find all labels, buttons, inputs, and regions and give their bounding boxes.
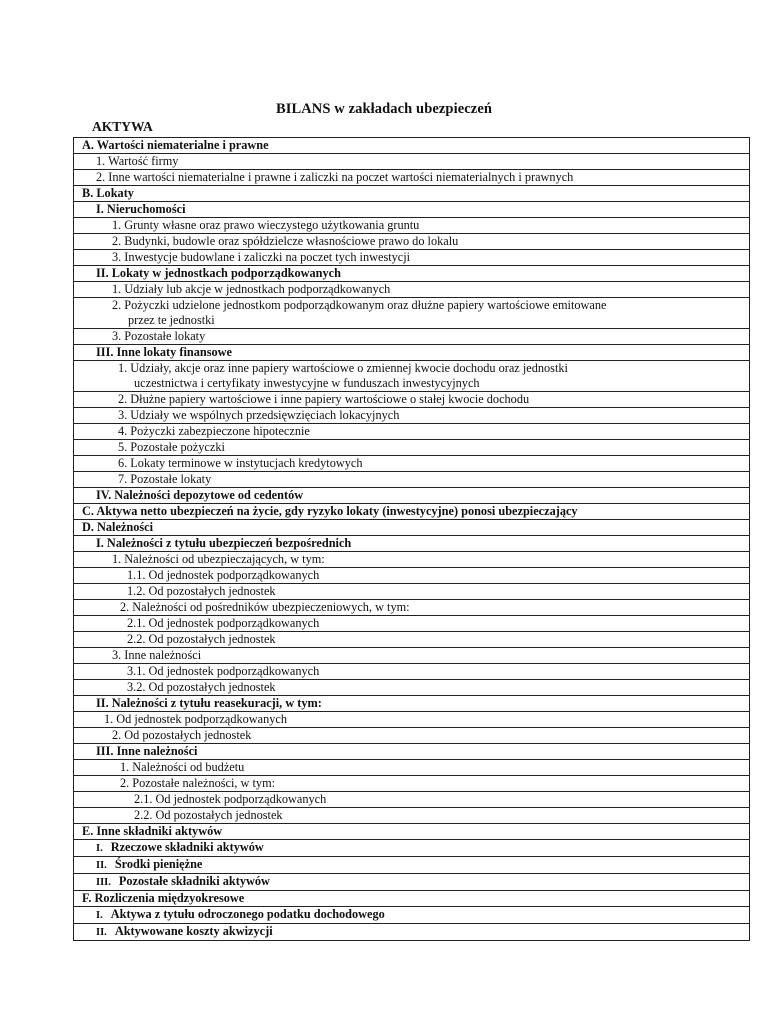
- row-label: Pozostałe składniki aktywów: [118, 874, 270, 888]
- table-cell: [74, 536, 750, 552]
- table-row: [74, 202, 750, 218]
- row-label: Środki pieniężne: [114, 857, 203, 871]
- document-title: BILANS w zakładach ubezpieczeń: [275, 101, 493, 117]
- table-row: [74, 808, 750, 824]
- row-label: 1. Wartość firmy: [96, 154, 179, 168]
- roman-numeral: II.: [96, 860, 107, 871]
- table-cell: [74, 760, 750, 776]
- table-cell: [74, 154, 750, 170]
- table-row: [74, 924, 750, 941]
- table-row: [74, 600, 750, 616]
- table-cell: [74, 840, 750, 857]
- table-cell: [74, 170, 750, 186]
- table-row: [74, 744, 750, 760]
- row-label: 2.1. Od jednostek podporządkowanych: [134, 792, 327, 806]
- row-label: I. Należności z tytułu ubezpieczeń bezpośrednich: [96, 536, 352, 550]
- row-label: 3. Pozostałe lokaty: [112, 329, 206, 343]
- row-label: 1. Od jednostek podporządkowanych: [104, 712, 288, 726]
- row-label: 6. Lokaty terminowe w instytucjach kredytowych: [118, 456, 363, 470]
- table-cell: [74, 616, 750, 632]
- roman-numeral: I.: [96, 843, 103, 854]
- row-label: 2. Od pozostałych jednostek: [112, 728, 252, 742]
- row-label: 7. Pozostałe lokaty: [118, 472, 212, 486]
- table-cell: [74, 392, 750, 408]
- table-row: [74, 345, 750, 361]
- row-label: Aktywa z tytułu odroczonego podatku dochodowego: [110, 907, 385, 921]
- row-label: 1. Udziały lub akcje w jednostkach podporządkowanych: [112, 282, 391, 296]
- table-row: [74, 857, 750, 874]
- table-cell: [74, 584, 750, 600]
- table-cell: [74, 712, 750, 728]
- row-label: 2. Należności od pośredników ubezpieczeniowych, w tym:: [120, 600, 410, 614]
- table-cell: [74, 266, 750, 282]
- table-row: [74, 472, 750, 488]
- table-cell: [74, 792, 750, 808]
- table-row: [74, 298, 750, 329]
- table-cell: [74, 472, 750, 488]
- table-cell: [74, 520, 750, 536]
- table-row: [74, 154, 750, 170]
- table-cell: [74, 440, 750, 456]
- row-label: I. Nieruchomości: [96, 202, 186, 216]
- table-row: [74, 392, 750, 408]
- row-label: 2. Pozostałe należności, w tym:: [120, 776, 276, 790]
- table-cell: [74, 456, 750, 472]
- table-cell: [74, 345, 750, 361]
- table-row: [74, 874, 750, 891]
- row-label: Aktywowane koszty akwizycji: [114, 924, 273, 938]
- row-label: 1. Grunty własne oraz prawo wieczystego użytkowania gruntu: [112, 218, 420, 232]
- table-cell: [74, 329, 750, 345]
- table-row: [74, 250, 750, 266]
- table-row: [74, 234, 750, 250]
- table-row: [74, 584, 750, 600]
- table-row: [74, 760, 750, 776]
- table-cell: [74, 680, 750, 696]
- table-cell: [74, 696, 750, 712]
- roman-numeral: I.: [96, 910, 103, 921]
- row-label: III. Inne należności: [96, 744, 198, 758]
- table-cell: [74, 857, 750, 874]
- table-cell: [74, 234, 750, 250]
- table-row: [74, 776, 750, 792]
- table-cell: [74, 488, 750, 504]
- table-cell: [74, 250, 750, 266]
- roman-numeral: III.: [96, 877, 111, 888]
- table-row: [74, 907, 750, 924]
- row-label: IV. Należności depozytowe od cedentów: [96, 488, 304, 502]
- row-label: 2. Inne wartości niematerialne i prawne i zaliczki na poczet wartości niematerialnych i prawnych: [96, 170, 574, 184]
- table-cell: [74, 504, 750, 520]
- row-label: 2.2. Od pozostałych jednostek: [127, 632, 276, 646]
- table-row: [74, 186, 750, 202]
- table-row: [74, 424, 750, 440]
- table-row: [74, 712, 750, 728]
- table-cell: [74, 282, 750, 298]
- table-row: [74, 361, 750, 392]
- table-row: [74, 824, 750, 840]
- row-label: 5. Pozostałe pożyczki: [118, 440, 225, 454]
- table-cell: [74, 361, 750, 392]
- table-row: [74, 520, 750, 536]
- table-cell: [74, 202, 750, 218]
- table-cell: [74, 218, 750, 234]
- row-label: A. Wartości niematerialne i prawne: [82, 138, 269, 152]
- table-row: [74, 664, 750, 680]
- table-cell: [74, 924, 750, 941]
- table-cell: [74, 186, 750, 202]
- balance-sheet-table: [73, 137, 750, 941]
- table-cell: [74, 824, 750, 840]
- table-cell: [74, 424, 750, 440]
- row-label: 1. Należności od ubezpieczających, w tym:: [112, 552, 325, 566]
- table-row: [74, 680, 750, 696]
- table-row: [74, 138, 750, 154]
- table-cell: [74, 664, 750, 680]
- row-label: B. Lokaty: [82, 186, 134, 200]
- table-cell: [74, 298, 750, 329]
- row-label: 3. Inne należności: [112, 648, 202, 662]
- table-row: [74, 170, 750, 186]
- table-cell: [74, 907, 750, 924]
- table-cell: [74, 568, 750, 584]
- row-label: 2. Dłużne papiery wartościowe i inne papiery wartościowe o stałej kwocie dochodu: [118, 392, 530, 406]
- row-label: 1. Udziały, akcje oraz inne papiery wartościowe o zmiennej kwocie dochodu oraz jednostki: [118, 361, 568, 375]
- row-label: 4. Pożyczki zabezpieczone hipotecznie: [118, 424, 310, 438]
- table-row: [74, 840, 750, 857]
- table-cell: [74, 138, 750, 154]
- table-row: [74, 891, 750, 907]
- row-label-continuation: przez te jednostki: [128, 313, 215, 327]
- table-cell: [74, 600, 750, 616]
- table-row: [74, 552, 750, 568]
- table-cell: [74, 408, 750, 424]
- row-label: 2. Pożyczki udzielone jednostkom podporządkowanym oraz dłużne papiery wartościowe emitowane: [112, 298, 607, 312]
- table-row: [74, 632, 750, 648]
- table-row: [74, 616, 750, 632]
- row-label: 3. Udziały we wspólnych przedsięwzięciach lokacyjnych: [118, 408, 400, 422]
- roman-numeral: II.: [96, 927, 107, 938]
- row-label: C. Aktywa netto ubezpieczeń na życie, gdy ryzyko lokaty (inwestycyjne) ponosi ubezpieczający: [82, 504, 578, 518]
- table-row: [74, 329, 750, 345]
- table-cell: [74, 648, 750, 664]
- row-label: 3. Inwestycje budowlane i zaliczki na poczet tych inwestycji: [112, 250, 411, 264]
- row-label: 3.1. Od jednostek podporządkowanych: [127, 664, 320, 678]
- table-row: [74, 504, 750, 520]
- row-label: 1.2. Od pozostałych jednostek: [127, 584, 276, 598]
- table-row: [74, 696, 750, 712]
- table-row: [74, 728, 750, 744]
- table-row: [74, 440, 750, 456]
- row-label: II. Należności z tytułu reasekuracji, w tym:: [96, 696, 322, 710]
- row-label-continuation: uczestnictwa i certyfikaty inwestycyjne w funduszach inwestycyjnych: [134, 376, 480, 390]
- section-heading-aktywa: AKTYWA: [92, 119, 153, 134]
- row-label: F. Rozliczenia międzyokresowe: [82, 891, 245, 905]
- row-label: 2. Budynki, budowle oraz spółdzielcze własnościowe prawo do lokalu: [112, 234, 459, 248]
- table-row: [74, 792, 750, 808]
- table-cell: [74, 874, 750, 891]
- table-row: [74, 648, 750, 664]
- row-label: Rzeczowe składniki aktywów: [110, 840, 264, 854]
- table-row: [74, 282, 750, 298]
- table-cell: [74, 744, 750, 760]
- row-label: III. Inne lokaty finansowe: [96, 345, 232, 359]
- row-label: E. Inne składniki aktywów: [82, 824, 223, 838]
- row-label: 1.1. Od jednostek podporządkowanych: [127, 568, 320, 582]
- row-label: 1. Należności od budżetu: [120, 760, 245, 774]
- table-cell: [74, 632, 750, 648]
- table-row: [74, 218, 750, 234]
- row-label: 2.2. Od pozostałych jednostek: [134, 808, 283, 822]
- table-cell: [74, 808, 750, 824]
- row-label: 2.1. Od jednostek podporządkowanych: [127, 616, 320, 630]
- table-row: [74, 488, 750, 504]
- table-row: [74, 536, 750, 552]
- row-label: II. Lokaty w jednostkach podporządkowanych: [96, 266, 341, 280]
- row-label: 3.2. Od pozostałych jednostek: [127, 680, 276, 694]
- table-row: [74, 408, 750, 424]
- table-row: [74, 568, 750, 584]
- table-row: [74, 456, 750, 472]
- table-cell: [74, 552, 750, 568]
- table-cell: [74, 776, 750, 792]
- table-cell: [74, 728, 750, 744]
- table-cell: [74, 891, 750, 907]
- table-row: [74, 266, 750, 282]
- row-label: D. Należności: [82, 520, 154, 534]
